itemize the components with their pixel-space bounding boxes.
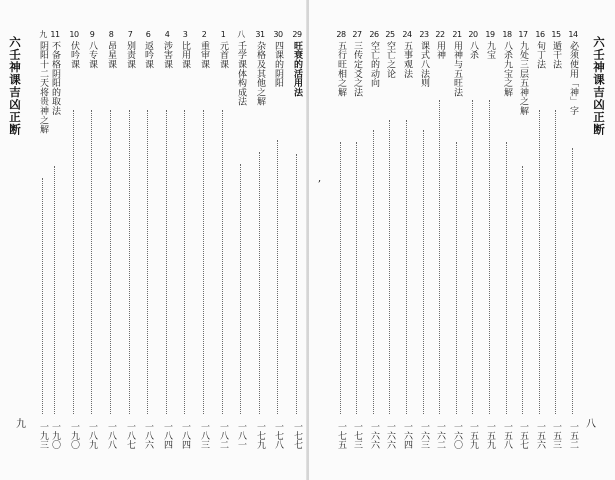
toc-entry-page: 一八四 [162, 422, 172, 449]
toc-entry-number: 25 [385, 30, 395, 39]
stray-mark: , [318, 173, 322, 184]
toc-entry-title: 用神与五旺法 [452, 41, 462, 97]
toc-entry-title: 阴阳十二天将贵神之解 [38, 41, 48, 134]
toc-entry-page: 一八一 [236, 422, 246, 449]
toc-entry-number: 4 [164, 30, 170, 39]
leader-dots [166, 110, 167, 414]
leader-dots [539, 110, 540, 414]
toc-entry-page: 一六二 [435, 422, 445, 449]
toc-entry-page: 一五二 [568, 422, 578, 449]
toc-entry [290, 30, 304, 470]
toc-entry-page: 一七五 [336, 422, 346, 449]
toc-entry-number: 31 [255, 30, 265, 39]
page-number-left: 九 [16, 419, 26, 430]
leader-dots [456, 142, 457, 414]
toc-entry-number: 7 [127, 30, 133, 39]
toc-entry-title: 用神 [435, 41, 445, 60]
toc-entry-page: 一六三 [419, 422, 429, 449]
toc-entry [516, 30, 530, 470]
toc-entry-number: 29 [292, 30, 302, 39]
toc-entry [85, 30, 99, 470]
toc-entry-title: 别责课 [125, 41, 135, 69]
running-title-left: 六壬神课吉凶正断 [8, 36, 22, 136]
toc-entry-page: 一九〇 [50, 422, 60, 449]
toc-entry-title: 三传定爻之法 [352, 41, 362, 97]
toc-entry-page: 一五八 [502, 422, 512, 449]
leader-dots [129, 110, 130, 414]
toc-entry-page: 一八七 [125, 422, 135, 449]
toc-entry-page: 一八四 [180, 422, 190, 449]
toc-entry-number: 八 [237, 30, 245, 39]
toc-entry-page: 一七八 [273, 422, 283, 449]
toc-entry-number: 21 [452, 30, 462, 39]
leader-dots [389, 120, 390, 414]
toc-entry [483, 30, 497, 470]
toc-entry-page: 一六〇 [452, 422, 462, 449]
toc-entry [48, 30, 62, 470]
toc-entry [450, 30, 464, 470]
toc-entry-number: 2 [201, 30, 207, 39]
toc-entry-title: 比用课 [180, 41, 190, 69]
leader-dots [259, 152, 260, 414]
toc-entry-page: 一八八 [106, 422, 116, 449]
toc-entry [350, 30, 364, 470]
leader-dots [277, 140, 278, 414]
toc-entry [466, 30, 480, 470]
leader-dots [203, 110, 204, 414]
toc-entry [271, 30, 285, 470]
toc-entry-title: 重审课 [199, 41, 209, 69]
toc-entry [234, 30, 248, 470]
toc-entry-number: 9 [89, 30, 95, 39]
leader-dots [91, 110, 92, 414]
leader-dots [222, 110, 223, 414]
toc-entry-page: 一八三 [199, 422, 209, 449]
toc-entry-title: 遁干法 [551, 41, 561, 69]
toc-entry-title: 九处三层五神之解 [518, 41, 528, 116]
toc-entry-page: 一七七 [292, 422, 302, 449]
toc-entry-page: 一七三 [352, 422, 362, 449]
toc-entry-number: 1 [220, 30, 226, 39]
toc-entry-title: 杂格及其他之解 [255, 41, 265, 107]
toc-entry-number: 24 [402, 30, 412, 39]
toc-entry-title: 八杀九宝之解 [502, 41, 512, 97]
toc-entry-title: 空亡的动向 [369, 41, 379, 88]
toc-entry-number: 九 [39, 30, 47, 39]
leader-dots [296, 154, 297, 414]
toc-entry-page: 一五九 [485, 422, 495, 449]
toc-entry-title: 旬丁法 [535, 41, 545, 69]
toc-entry [216, 30, 230, 470]
leader-dots [472, 100, 473, 414]
toc-entry [123, 30, 137, 470]
leader-dots [73, 110, 74, 414]
toc-entry-page: 一五三 [551, 422, 561, 449]
toc-entry-title: 八杀 [468, 41, 478, 60]
toc-entry-number: 14 [568, 30, 578, 39]
toc-entry-number: 26 [369, 30, 379, 39]
toc-entry [383, 30, 397, 470]
toc-entry [253, 30, 267, 470]
toc-entry-title: 伏吟课 [69, 41, 79, 69]
toc-entry-number: 11 [50, 30, 60, 39]
toc-entry [104, 30, 118, 470]
toc-entry-number: 15 [551, 30, 561, 39]
toc-entry-title: 五行旺相之解 [336, 41, 346, 97]
toc-entry-number: 22 [435, 30, 445, 39]
toc-entry [500, 30, 514, 470]
toc-entry [400, 30, 414, 470]
toc-entry-title: 不备格阴阳的取法 [50, 41, 60, 116]
toc-entry [433, 30, 447, 470]
toc-entry [67, 30, 81, 470]
toc-entry-number: 16 [535, 30, 545, 39]
toc-entry-title: 昂星课 [106, 41, 116, 69]
leader-dots [42, 178, 43, 414]
leader-dots [572, 148, 573, 414]
leader-dots [406, 120, 407, 414]
leader-dots [489, 100, 490, 414]
toc-entry-title: 旺衰的活用法 [292, 41, 302, 97]
toc-entry [533, 30, 547, 470]
left-page [0, 0, 307, 480]
leader-dots [147, 110, 148, 414]
toc-entry-title: 必须使用「神」字 [568, 41, 578, 116]
toc-entry-page: 一七九 [255, 422, 265, 449]
toc-entry-page: 一六六 [369, 422, 379, 449]
toc-entry [141, 30, 155, 470]
toc-entry-title: 返吟课 [143, 41, 153, 69]
leader-dots [240, 164, 241, 414]
toc-entry-number: 20 [468, 30, 478, 39]
toc-entry-number: 30 [273, 30, 283, 39]
toc-entry-title: 涉害课 [162, 41, 172, 69]
toc-entry-number: 18 [502, 30, 512, 39]
toc-entry-page: 一六四 [402, 422, 412, 449]
leader-dots [184, 110, 185, 414]
toc-entry-title: 九宝 [485, 41, 495, 60]
toc-entry-number: 8 [108, 30, 114, 39]
leader-dots [356, 142, 357, 414]
toc-entry-number: 23 [419, 30, 429, 39]
toc-entry-number: 27 [352, 30, 362, 39]
toc-entry [566, 30, 580, 470]
toc-entry-page: 一八六 [143, 422, 153, 449]
leader-dots [110, 110, 111, 414]
toc-entry [160, 30, 174, 470]
leader-dots [555, 110, 556, 414]
toc-entry [334, 30, 348, 470]
toc-entry-page: 一五六 [535, 422, 545, 449]
toc-entry-page: 一六六 [385, 422, 395, 449]
toc-entry-page: 一五九 [468, 422, 478, 449]
leader-dots [373, 130, 374, 414]
toc-entry-title: 八专课 [87, 41, 97, 69]
toc-entry-number: 3 [182, 30, 188, 39]
leader-dots [439, 100, 440, 414]
toc-entry [178, 30, 192, 470]
toc-entry-page: 一九三 [38, 422, 48, 449]
toc-entry [197, 30, 211, 470]
toc-entry-number: 19 [485, 30, 495, 39]
page-number-right: 八 [586, 419, 596, 430]
toc-entry [549, 30, 563, 470]
toc-entry-title: 元首课 [218, 41, 228, 69]
toc-entry [36, 30, 50, 470]
toc-entry-number: 10 [69, 30, 79, 39]
toc-entry-number: 6 [145, 30, 151, 39]
toc-entry-title: 四课的阴阳 [273, 41, 283, 88]
toc-entry [367, 30, 381, 470]
toc-entry-page: 一五七 [518, 422, 528, 449]
leader-dots [54, 166, 55, 414]
leader-dots [522, 166, 523, 414]
toc-entry-title: 壬学课体构成法 [236, 41, 246, 107]
toc-entry-title: 课式八法则 [419, 41, 429, 88]
toc-entry-title: 五事观法 [402, 41, 412, 79]
leader-dots [506, 142, 507, 414]
toc-entry-number: 17 [518, 30, 528, 39]
leader-dots [340, 142, 341, 414]
toc-entry-title: 空亡之论 [385, 41, 395, 79]
toc-entry-page: 一九〇 [69, 422, 79, 449]
toc-entry [417, 30, 431, 470]
leader-dots [423, 130, 424, 414]
toc-entry-page: 一八二 [218, 422, 228, 449]
toc-entry-number: 28 [336, 30, 346, 39]
running-title-right: 六壬神课吉凶正断 [592, 36, 606, 136]
toc-entry-page: 一八九 [87, 422, 97, 449]
